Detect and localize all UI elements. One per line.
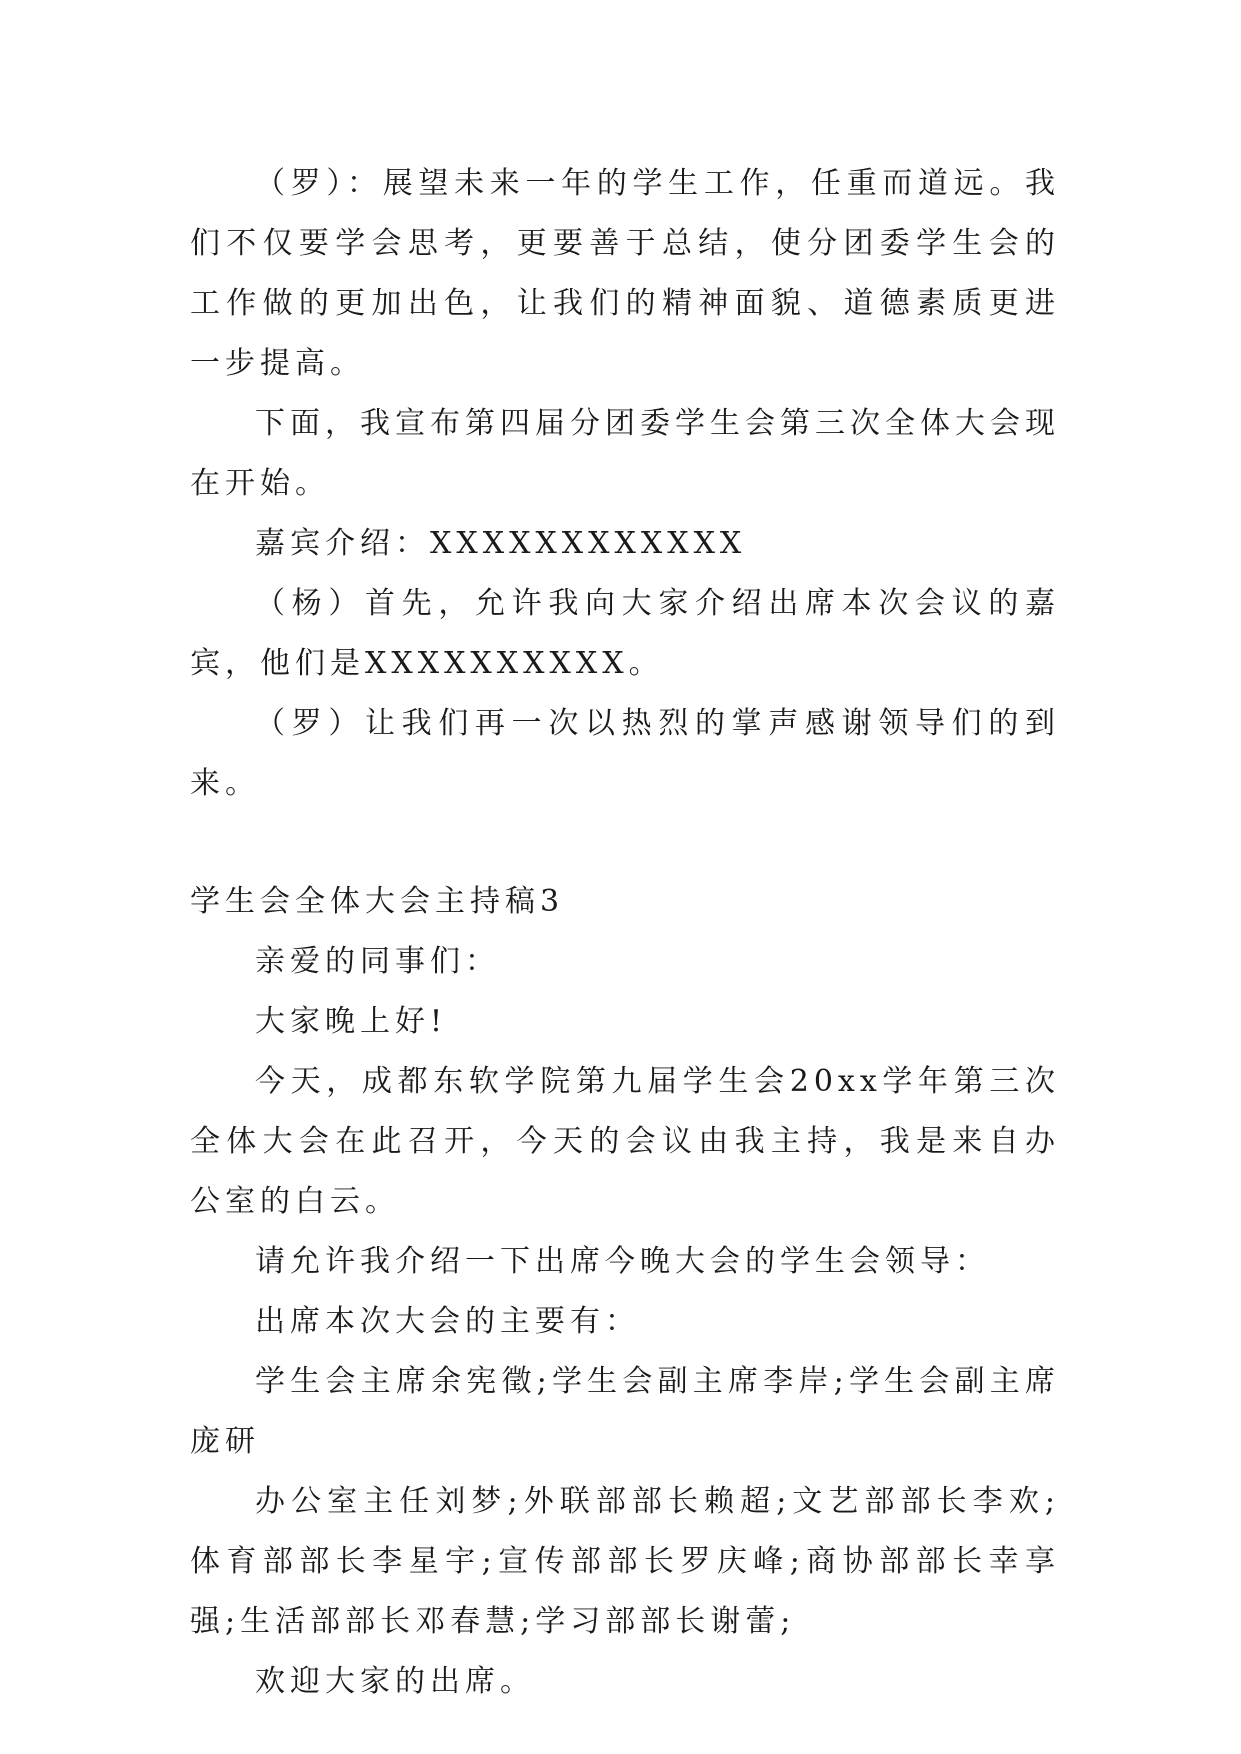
paragraph-good-evening: 大家晚上好! xyxy=(255,1004,448,1039)
paragraph-ministers-list: 办公室主任刘梦;外联部部长赖超;文艺部部长李欢;体育部部长李星宇;宣传部部长罗庆峰;商协部部长幸享强;生活部部长邓春慧;学习部部长谢蕾; xyxy=(190,1484,1060,1639)
paragraph-chairs-list: 学生会主席余宪徵;学生会副主席李岸;学生会副主席庞研 xyxy=(190,1364,1060,1459)
paragraph-yang-guests: （杨）首先，允许我向大家介绍出席本次会议的嘉宾，他们是XXXXXXXXXX。 xyxy=(190,586,1060,681)
paragraph-luo-applause: （罗）让我们再一次以热烈的掌声感谢领导们的到来。 xyxy=(190,706,1060,801)
paragraph-attendees-heading: 出席本次大会的主要有： xyxy=(255,1304,640,1339)
paragraph-meeting-intro: 今天，成都东软学院第九届学生会20xx学年第三次全体大会在此召开，今天的会议由我主持，我是来自办公室的白云。 xyxy=(190,1064,1060,1219)
section-title: 学生会全体大会主持稿3 xyxy=(190,884,565,919)
paragraph-greeting-colleagues: 亲爱的同事们： xyxy=(255,944,500,979)
paragraph-guest-intro: 嘉宾介绍：XXXXXXXXXXXX xyxy=(255,526,747,561)
paragraph-luo-outlook: （罗）：展望未来一年的学生工作，任重而道远。我们不仅要学会思考，更要善于总结，使分团委学生会的工作做的更加出色，让我们的精神面貌、道德素质更进一步提高。 xyxy=(190,166,1060,381)
document-body xyxy=(190,154,1060,1712)
paragraph-meeting-start: 下面，我宣布第四届分团委学生会第三次全体大会现在开始。 xyxy=(190,406,1060,501)
paragraph-welcome: 欢迎大家的出席。 xyxy=(255,1664,535,1699)
paragraph-leaders-intro: 请允许我介绍一下出席今晚大会的学生会领导： xyxy=(255,1244,990,1279)
